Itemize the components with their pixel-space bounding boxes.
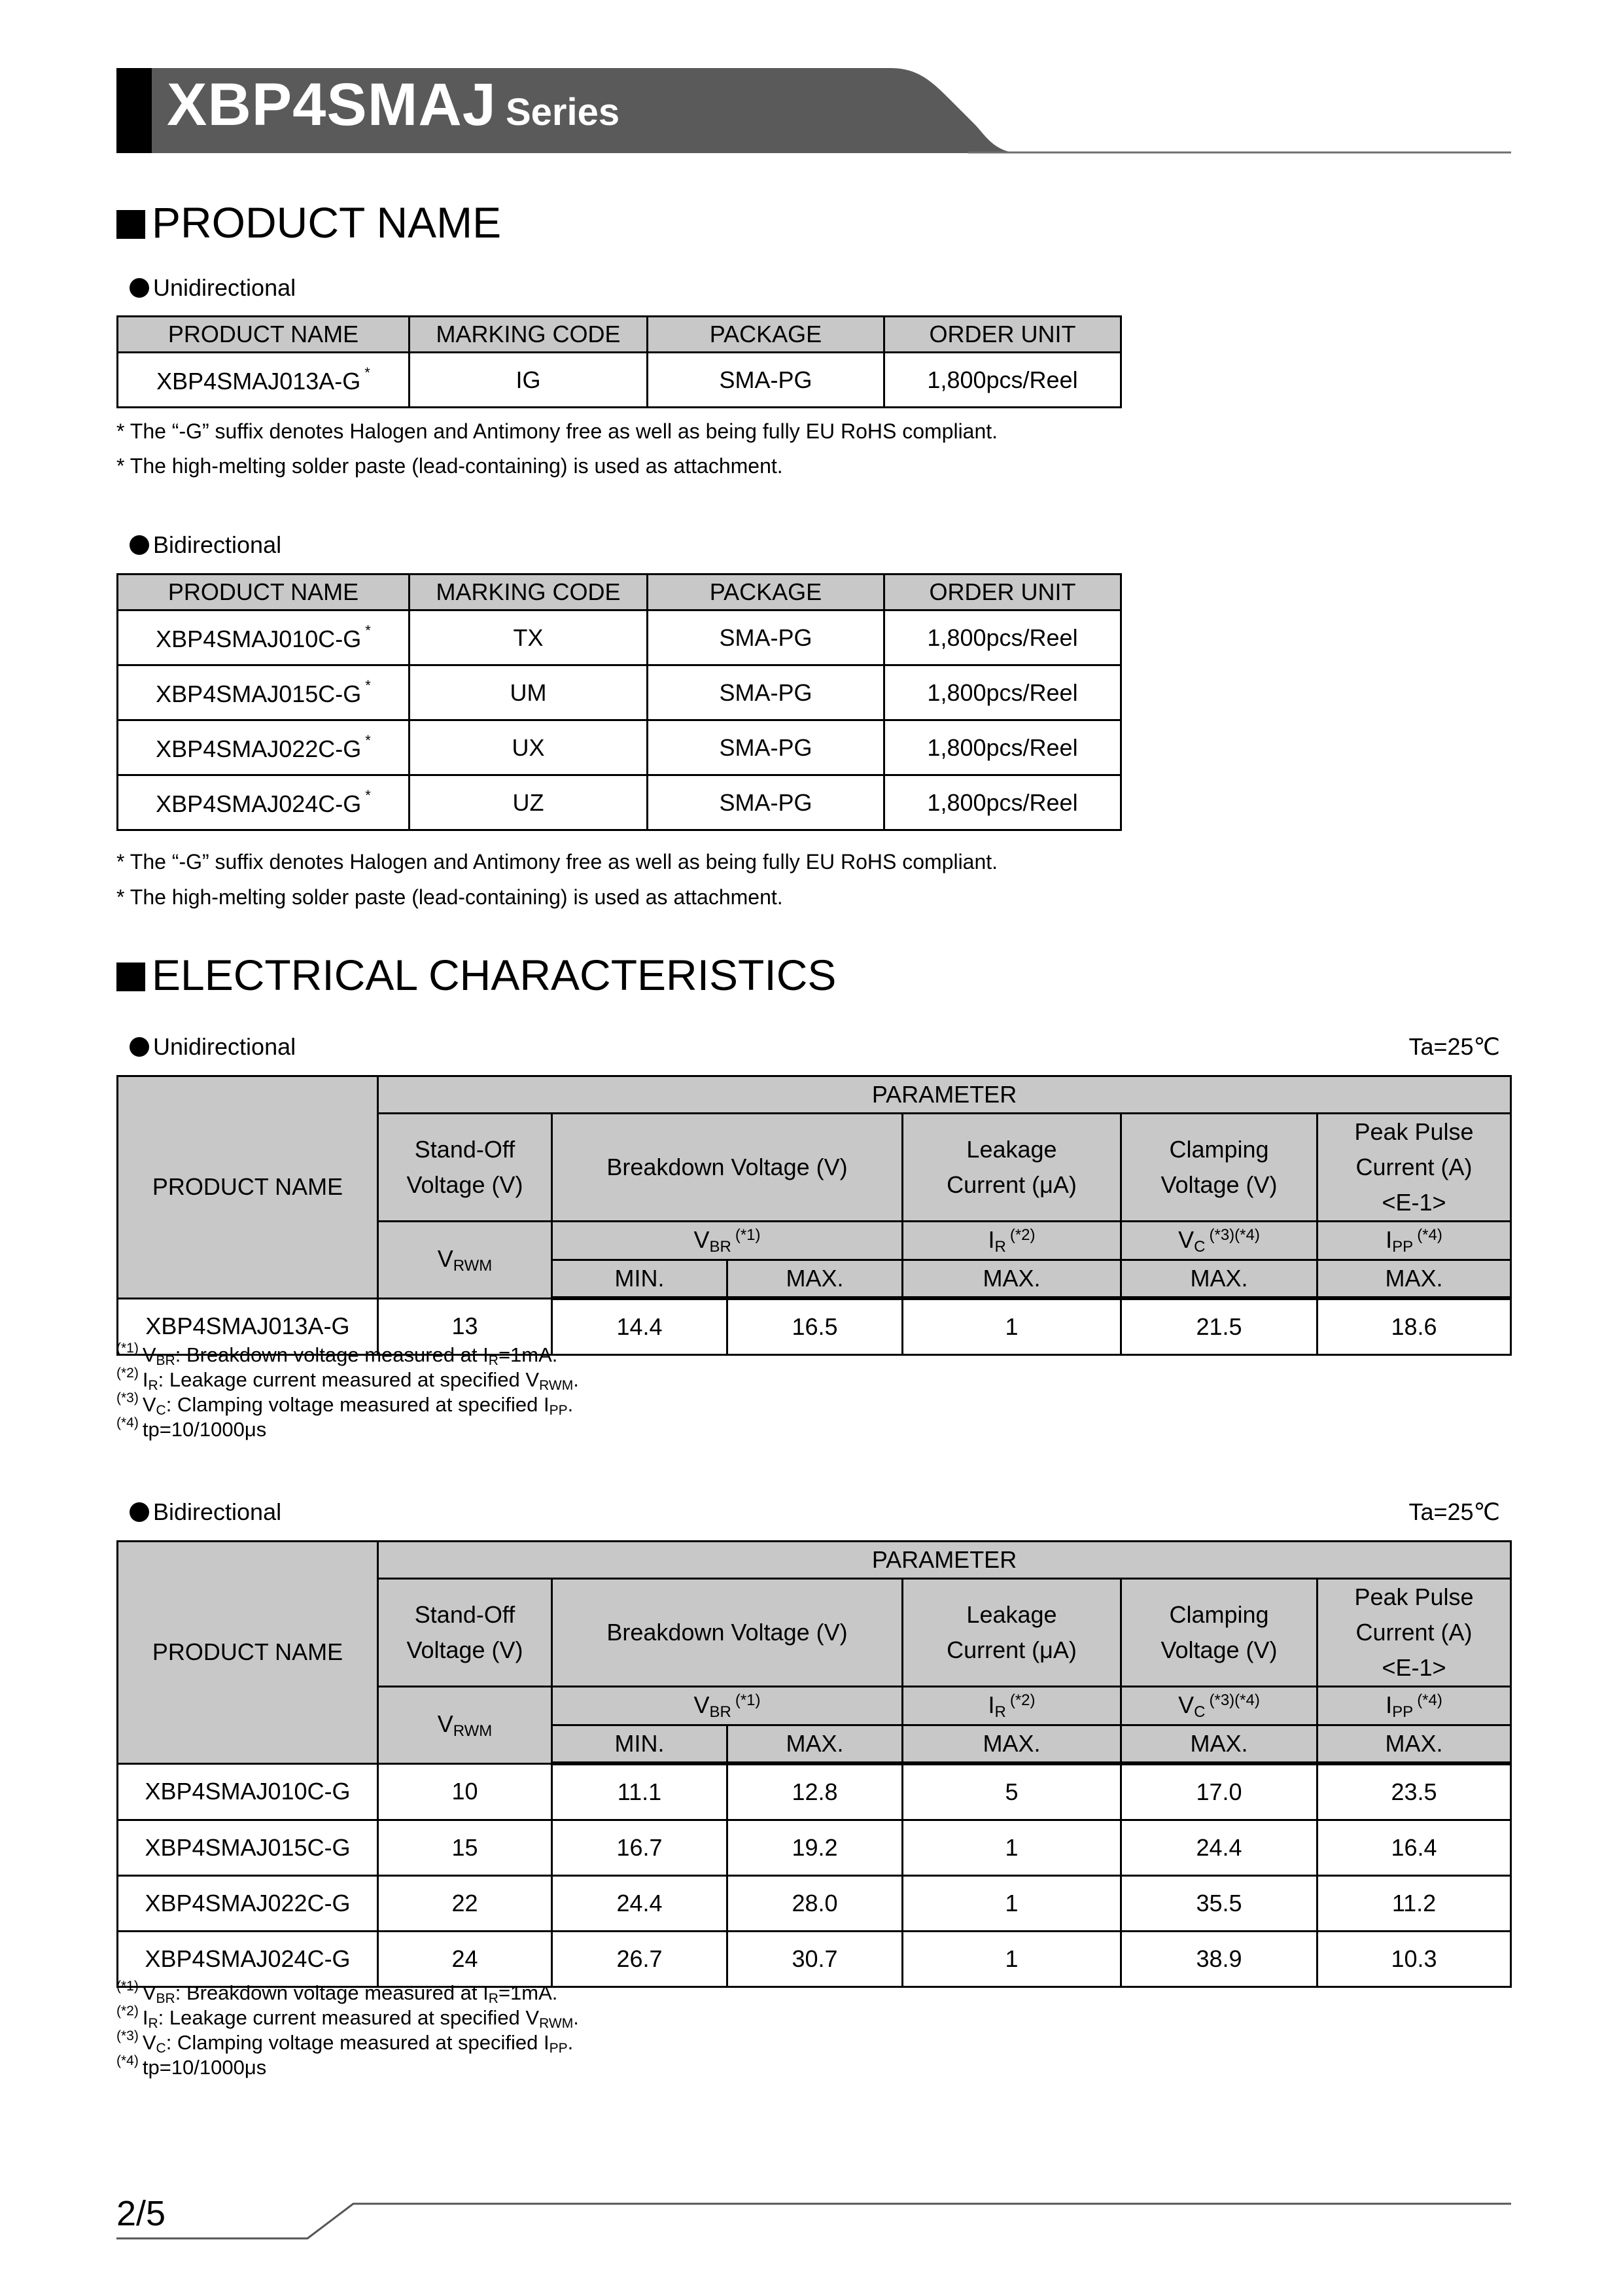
vbr-min-cell: 26.7	[552, 1932, 727, 1987]
vbr-max-cell: 16.5	[727, 1298, 903, 1355]
series-suffix: Series	[505, 91, 620, 133]
footer-rule	[0, 2179, 1623, 2251]
circle-bullet-icon	[130, 1502, 149, 1522]
product-name-cell: XBP4SMAJ013A-G	[118, 1298, 378, 1355]
ec-unidirectional-label: Unidirectional	[130, 1033, 296, 1061]
col-order-unit: ORDER UNIT	[884, 317, 1121, 353]
vc-cell: 21.5	[1121, 1298, 1318, 1355]
package-cell: SMA-PG	[648, 720, 884, 775]
table-row	[118, 1763, 1511, 1820]
col-marking-code: MARKING CODE	[410, 574, 648, 610]
col-package: PACKAGE	[648, 317, 884, 353]
col-product-name: PRODUCT NAME	[118, 574, 410, 610]
pn-bi-note-2: * The high-melting solder paste (lead-containing) is used as attachment.	[116, 885, 783, 909]
marking-code-cell: TX	[410, 610, 648, 665]
footnote-2: $^{(*2)}$ $I_R$: Leakage current measured at specified $V_{RWM}$.	[116, 1366, 579, 1393]
marking-code-cell: IG	[410, 353, 648, 408]
electrical-table-unidirectional	[116, 1075, 1512, 1356]
footnote-3: $^{(*3)}$ $V_C$: Clamping voltage measured at specified $I_{PP}$.	[116, 2028, 574, 2056]
table-row	[118, 775, 1121, 830]
package-cell: SMA-PG	[648, 775, 884, 830]
footnote-1: $^{(*1)}$ $V_{BR}$: Breakdown voltage measured at $I_R=1mA$.	[116, 1979, 558, 2006]
col-clamping-voltage: Clamping Voltage (V)	[1121, 1579, 1318, 1687]
marking-code-cell: UX	[410, 720, 648, 775]
symbol-ir: $I_R^{(*2)}$	[903, 1222, 1121, 1260]
table-row	[118, 610, 1121, 665]
col-parameter: PARAMETER	[378, 1542, 1511, 1579]
col-max: MAX.	[727, 1260, 903, 1299]
col-max: MAX.	[1318, 1260, 1511, 1299]
marking-code-cell: UZ	[410, 775, 648, 830]
temperature-condition: Ta=25℃	[1408, 1498, 1500, 1525]
electrical-table-bidirectional	[116, 1540, 1512, 1988]
ir-cell: 5	[903, 1763, 1121, 1820]
ec-bidirectional-label: Bidirectional	[130, 1498, 281, 1526]
symbol-ir: $I_R^{(*2)}$	[903, 1687, 1121, 1725]
col-breakdown-voltage: Breakdown Voltage (V)	[552, 1579, 903, 1687]
product-name-cell: XBP4SMAJ024C-G	[118, 1932, 378, 1987]
table-row	[118, 720, 1121, 775]
ipp-cell: 23.5	[1318, 1763, 1511, 1820]
vc-cell: 38.9	[1121, 1932, 1318, 1987]
symbol-ipp: $I_{PP}^{(*4)}$	[1318, 1687, 1511, 1725]
ir-cell: 1	[903, 1820, 1121, 1876]
order-unit-cell: 1,800pcs/Reel	[884, 720, 1121, 775]
vbr-min-cell: 14.4	[552, 1298, 727, 1355]
col-max: MAX.	[1121, 1725, 1318, 1764]
symbol-vc: $V_C^{(*3)(*4)}$	[1121, 1222, 1318, 1260]
circle-bullet-icon	[130, 535, 149, 555]
footnote-3: $^{(*3)}$ $V_C$: Clamping voltage measured at specified $I_{PP}$.	[116, 1390, 574, 1418]
temperature-condition: Ta=25℃	[1408, 1033, 1500, 1060]
ir-cell: 1	[903, 1298, 1121, 1355]
product-name-table-unidirectional	[116, 315, 1122, 408]
vbr-min-cell: 16.7	[552, 1820, 727, 1876]
col-clamping-voltage: Clamping Voltage (V)	[1121, 1114, 1318, 1222]
electrical-heading: ELECTRICAL CHARACTERISTICS	[116, 950, 836, 1000]
footnote-4: $^{(*4)}$ tp=10/1000μs	[116, 1415, 267, 1441]
col-marking-code: MARKING CODE	[410, 317, 648, 353]
order-unit-cell: 1,800pcs/Reel	[884, 610, 1121, 665]
vbr-max-cell: 19.2	[727, 1820, 903, 1876]
footnote-4: $^{(*4)}$ tp=10/1000μs	[116, 2053, 267, 2079]
product-name-cell: XBP4SMAJ015C-G *	[118, 665, 410, 720]
col-product-name: PRODUCT NAME	[118, 1542, 378, 1764]
col-peak-pulse-current: Peak Pulse Current (A) <E-1>	[1318, 1114, 1511, 1222]
ipp-cell: 11.2	[1318, 1876, 1511, 1932]
product-name-heading: PRODUCT NAME	[116, 198, 501, 247]
vbr-min-cell: 24.4	[552, 1876, 727, 1932]
col-leakage-current: Leakage Current (μA)	[903, 1114, 1121, 1222]
symbol-vbr: $V_{BR}^{(*1)}$	[552, 1687, 903, 1725]
vc-cell: 35.5	[1121, 1876, 1318, 1932]
symbol-ipp: $I_{PP}^{(*4)}$	[1318, 1222, 1511, 1260]
table-header-row	[118, 317, 1121, 353]
col-max: MAX.	[903, 1725, 1121, 1764]
product-name-cell: XBP4SMAJ024C-G *	[118, 775, 410, 830]
package-cell: SMA-PG	[648, 353, 884, 408]
vc-cell: 24.4	[1121, 1820, 1318, 1876]
col-package: PACKAGE	[648, 574, 884, 610]
product-name-cell: XBP4SMAJ010C-G *	[118, 610, 410, 665]
vbr-min-cell: 11.1	[552, 1763, 727, 1820]
vc-cell: 17.0	[1121, 1763, 1318, 1820]
vrwm-cell: 24	[378, 1932, 552, 1987]
product-name-cell: XBP4SMAJ013A-G *	[118, 353, 410, 408]
order-unit-cell: 1,800pcs/Reel	[884, 353, 1121, 408]
table-header-row	[118, 574, 1121, 610]
vrwm-cell: 10	[378, 1763, 552, 1820]
col-min: MIN.	[552, 1725, 727, 1764]
col-max: MAX.	[903, 1260, 1121, 1299]
package-cell: SMA-PG	[648, 610, 884, 665]
document-title	[167, 71, 620, 139]
vbr-max-cell: 28.0	[727, 1876, 903, 1932]
vrwm-cell: 15	[378, 1820, 552, 1876]
ir-cell: 1	[903, 1932, 1121, 1987]
series-name: XBP4SMAJ	[167, 71, 497, 138]
col-order-unit: ORDER UNIT	[884, 574, 1121, 610]
table-row	[118, 665, 1121, 720]
col-breakdown-voltage: Breakdown Voltage (V)	[552, 1114, 903, 1222]
product-name-cell: XBP4SMAJ015C-G	[118, 1820, 378, 1876]
col-product-name: PRODUCT NAME	[118, 1076, 378, 1299]
circle-bullet-icon	[130, 278, 149, 298]
table-row	[118, 1876, 1511, 1932]
pn-unidirectional-label: Unidirectional	[130, 274, 296, 302]
col-peak-pulse-current: Peak Pulse Current (A) <E-1>	[1318, 1579, 1511, 1687]
order-unit-cell: 1,800pcs/Reel	[884, 775, 1121, 830]
ir-cell: 1	[903, 1876, 1121, 1932]
table-row	[118, 1820, 1511, 1876]
col-standoff-voltage: Stand-Off Voltage (V)	[378, 1579, 552, 1687]
footnote-1: $^{(*1)}$ $V_{BR}$: Breakdown voltage measured at $I_R=1mA$.	[116, 1341, 558, 1368]
product-name-cell: XBP4SMAJ010C-G	[118, 1763, 378, 1820]
vbr-max-cell: 30.7	[727, 1932, 903, 1987]
symbol-vc: $V_C^{(*3)(*4)}$	[1121, 1687, 1318, 1725]
table-row	[118, 353, 1121, 408]
symbol-vbr: $V_{BR}^{(*1)}$	[552, 1222, 903, 1260]
pn-uni-note-1: * The “-G” suffix denotes Halogen and Antimony free as well as being fully EU RoHS compliant.	[116, 419, 998, 443]
vbr-max-cell: 12.8	[727, 1763, 903, 1820]
product-name-cell: XBP4SMAJ022C-G *	[118, 720, 410, 775]
col-max: MAX.	[1121, 1260, 1318, 1299]
table-row	[118, 1932, 1511, 1987]
footnote-2: $^{(*2)}$ $I_R$: Leakage current measured at specified $V_{RWM}$.	[116, 2004, 579, 2031]
col-min: MIN.	[552, 1260, 727, 1299]
ipp-cell: 18.6	[1318, 1298, 1511, 1355]
vrwm-cell: 22	[378, 1876, 552, 1932]
ipp-cell: 10.3	[1318, 1932, 1511, 1987]
page-number: 2/5	[116, 2194, 166, 2233]
order-unit-cell: 1,800pcs/Reel	[884, 665, 1121, 720]
pn-uni-note-2: * The high-melting solder paste (lead-containing) is used as attachment.	[116, 454, 783, 478]
col-standoff-voltage: Stand-Off Voltage (V)	[378, 1114, 552, 1222]
col-product-name: PRODUCT NAME	[118, 317, 410, 353]
symbol-vrwm: $V_{RWM}$	[378, 1687, 552, 1764]
symbol-vrwm: $V_{RWM}$	[378, 1222, 552, 1299]
square-bullet-icon	[116, 210, 145, 239]
product-name-table-bidirectional	[116, 573, 1122, 831]
vrwm-cell: 13	[378, 1298, 552, 1355]
pn-bi-note-1: * The “-G” suffix denotes Halogen and Antimony free as well as being fully EU RoHS compliant.	[116, 850, 998, 874]
ipp-cell: 16.4	[1318, 1820, 1511, 1876]
col-leakage-current: Leakage Current (μA)	[903, 1579, 1121, 1687]
square-bullet-icon	[116, 963, 145, 991]
col-parameter: PARAMETER	[378, 1076, 1511, 1114]
package-cell: SMA-PG	[648, 665, 884, 720]
col-max: MAX.	[1318, 1725, 1511, 1764]
col-max: MAX.	[727, 1725, 903, 1764]
marking-code-cell: UM	[410, 665, 648, 720]
product-name-cell: XBP4SMAJ022C-G	[118, 1876, 378, 1932]
circle-bullet-icon	[130, 1037, 149, 1057]
pn-bidirectional-label: Bidirectional	[130, 531, 281, 559]
